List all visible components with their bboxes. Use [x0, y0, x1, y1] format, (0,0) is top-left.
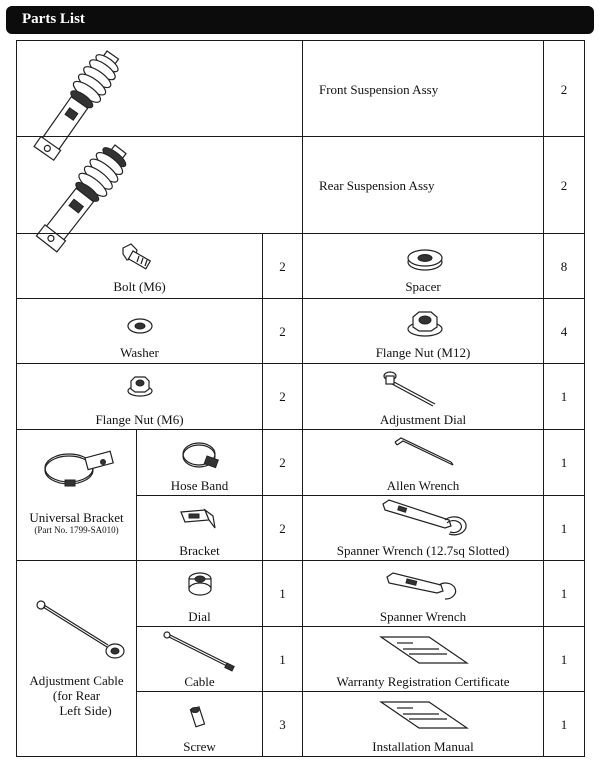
screw-icon: [187, 704, 211, 734]
rear-suspension-qty: 2: [560, 178, 568, 193]
spanner-wrench-label: Spanner Wrench: [379, 609, 467, 624]
flange-nut-m12-cell: [302, 298, 544, 364]
hose-band-label: Hose Band: [170, 478, 229, 493]
spanner-slotted-label: Spanner Wrench (12.7sq Slotted): [336, 543, 510, 558]
flange-nut-m6-qty: 2: [279, 389, 286, 404]
adjustment-dial-qty: 1: [560, 389, 568, 404]
warranty-qty: 1: [560, 652, 568, 667]
bolt-qty: 2: [279, 259, 286, 274]
bracket-qty-cell: [262, 495, 303, 561]
front-suspension-qty-cell: [543, 40, 585, 137]
adjustment-dial-icon: [381, 368, 441, 410]
adjustment-cable-label-line2: (for Rear: [52, 688, 101, 703]
flange-nut-m12-qty: 4: [560, 324, 568, 339]
universal-bracket-part-number: (Part No. 1799-SA010): [34, 525, 119, 535]
parts-list-header: [6, 6, 594, 34]
hose-band-qty: 2: [279, 455, 286, 470]
allen-wrench-qty-cell: [543, 429, 585, 496]
adjustment-dial-label: Adjustment Dial: [379, 412, 467, 427]
spanner-wrench-qty-cell: [543, 560, 585, 627]
bolt-qty-cell: [262, 233, 303, 299]
cable-qty: 1: [279, 652, 286, 667]
warranty-certificate-icon: [373, 633, 473, 669]
allen-wrench-label: Allen Wrench: [386, 478, 460, 493]
adjustment-cable-label-line1: Adjustment Cable: [29, 673, 124, 688]
washer-icon: [125, 316, 155, 336]
dial-cell: [136, 560, 263, 627]
warranty-label: Warranty Registration Certificate: [336, 674, 510, 689]
warranty-cell: [302, 626, 544, 692]
manual-qty-cell: [543, 691, 585, 757]
spanner-slotted-icon: [379, 498, 469, 538]
bolt-icon: [121, 242, 161, 272]
cable-qty-cell: [262, 626, 303, 692]
front-suspension-icon: [17, 41, 304, 138]
allen-wrench-qty: 1: [560, 455, 568, 470]
bracket-icon: [179, 506, 219, 536]
rear-suspension-image-cell: [16, 136, 303, 234]
cable-icon: [161, 629, 241, 673]
spanner-wrench-icon: [385, 569, 465, 603]
bracket-label: Bracket: [179, 543, 220, 558]
flange-nut-m6-cell: [16, 363, 263, 430]
spanner-slotted-cell: [302, 495, 544, 561]
screw-qty: 3: [279, 717, 286, 732]
screw-qty-cell: [262, 691, 303, 757]
front-suspension-image-cell: [16, 40, 303, 137]
spanner-slotted-qty: 1: [560, 521, 568, 536]
adjustment-cable-cell: [16, 560, 137, 757]
washer-qty: 2: [279, 324, 286, 339]
washer-label: Washer: [120, 345, 159, 360]
page-title: Parts List: [22, 11, 85, 27]
warranty-qty-cell: [543, 626, 585, 692]
dial-label: Dial: [188, 609, 211, 624]
screw-label: Screw: [183, 739, 216, 754]
bolt-label: Bolt (M6): [113, 279, 166, 294]
screw-cell: [136, 691, 263, 757]
rear-suspension-qty-cell: [543, 136, 585, 234]
manual-cell: [302, 691, 544, 757]
flange-nut-m12-icon: [405, 309, 445, 339]
hose-band-icon: [179, 436, 223, 470]
spacer-qty: 8: [560, 259, 568, 274]
installation-manual-icon: [373, 698, 473, 734]
cable-cell: [136, 626, 263, 692]
hose-band-cell: [136, 429, 263, 496]
cable-label: Cable: [184, 674, 215, 689]
flange-nut-m6-label: Flange Nut (M6): [95, 412, 184, 427]
manual-qty: 1: [560, 717, 568, 732]
spanner-slotted-qty-cell: [543, 495, 585, 561]
rear-suspension-name-cell: [302, 136, 544, 234]
adjustment-cable-label-line3: Left Side): [59, 703, 112, 718]
flange-nut-m6-icon: [125, 374, 155, 400]
flange-nut-m6-qty-cell: [262, 363, 303, 430]
front-suspension-qty: 2: [560, 82, 568, 97]
spanner-wrench-cell: [302, 560, 544, 627]
flange-nut-m12-label: Flange Nut (M12): [375, 345, 471, 360]
allen-wrench-icon: [391, 434, 461, 468]
rear-suspension-icon: [17, 137, 304, 235]
adjustment-dial-qty-cell: [543, 363, 585, 430]
front-suspension-label: Front Suspension Assy: [319, 82, 439, 97]
front-suspension-name-cell: [302, 40, 544, 137]
bracket-qty: 2: [279, 521, 286, 536]
washer-cell: [16, 298, 263, 364]
adjustment-dial-cell: [302, 363, 544, 430]
spacer-cell: [302, 233, 544, 299]
universal-bracket-label: Universal Bracket: [29, 510, 124, 525]
adjustment-cable-icon: [33, 597, 133, 667]
flange-nut-m12-qty-cell: [543, 298, 585, 364]
universal-bracket-icon: [39, 440, 119, 494]
bolt-cell: [16, 233, 263, 299]
dial-qty-cell: [262, 560, 303, 627]
hose-band-qty-cell: [262, 429, 303, 496]
washer-qty-cell: [262, 298, 303, 364]
rear-suspension-label: Rear Suspension Assy: [319, 178, 435, 193]
spacer-qty-cell: [543, 233, 585, 299]
allen-wrench-cell: [302, 429, 544, 496]
bracket-cell: [136, 495, 263, 561]
dial-icon: [185, 569, 215, 603]
manual-label: Installation Manual: [372, 739, 474, 754]
dial-qty: 1: [279, 586, 286, 601]
spacer-icon: [405, 246, 445, 272]
universal-bracket-cell: [16, 429, 137, 561]
spacer-label: Spacer: [405, 279, 441, 294]
spanner-wrench-qty: 1: [560, 586, 568, 601]
